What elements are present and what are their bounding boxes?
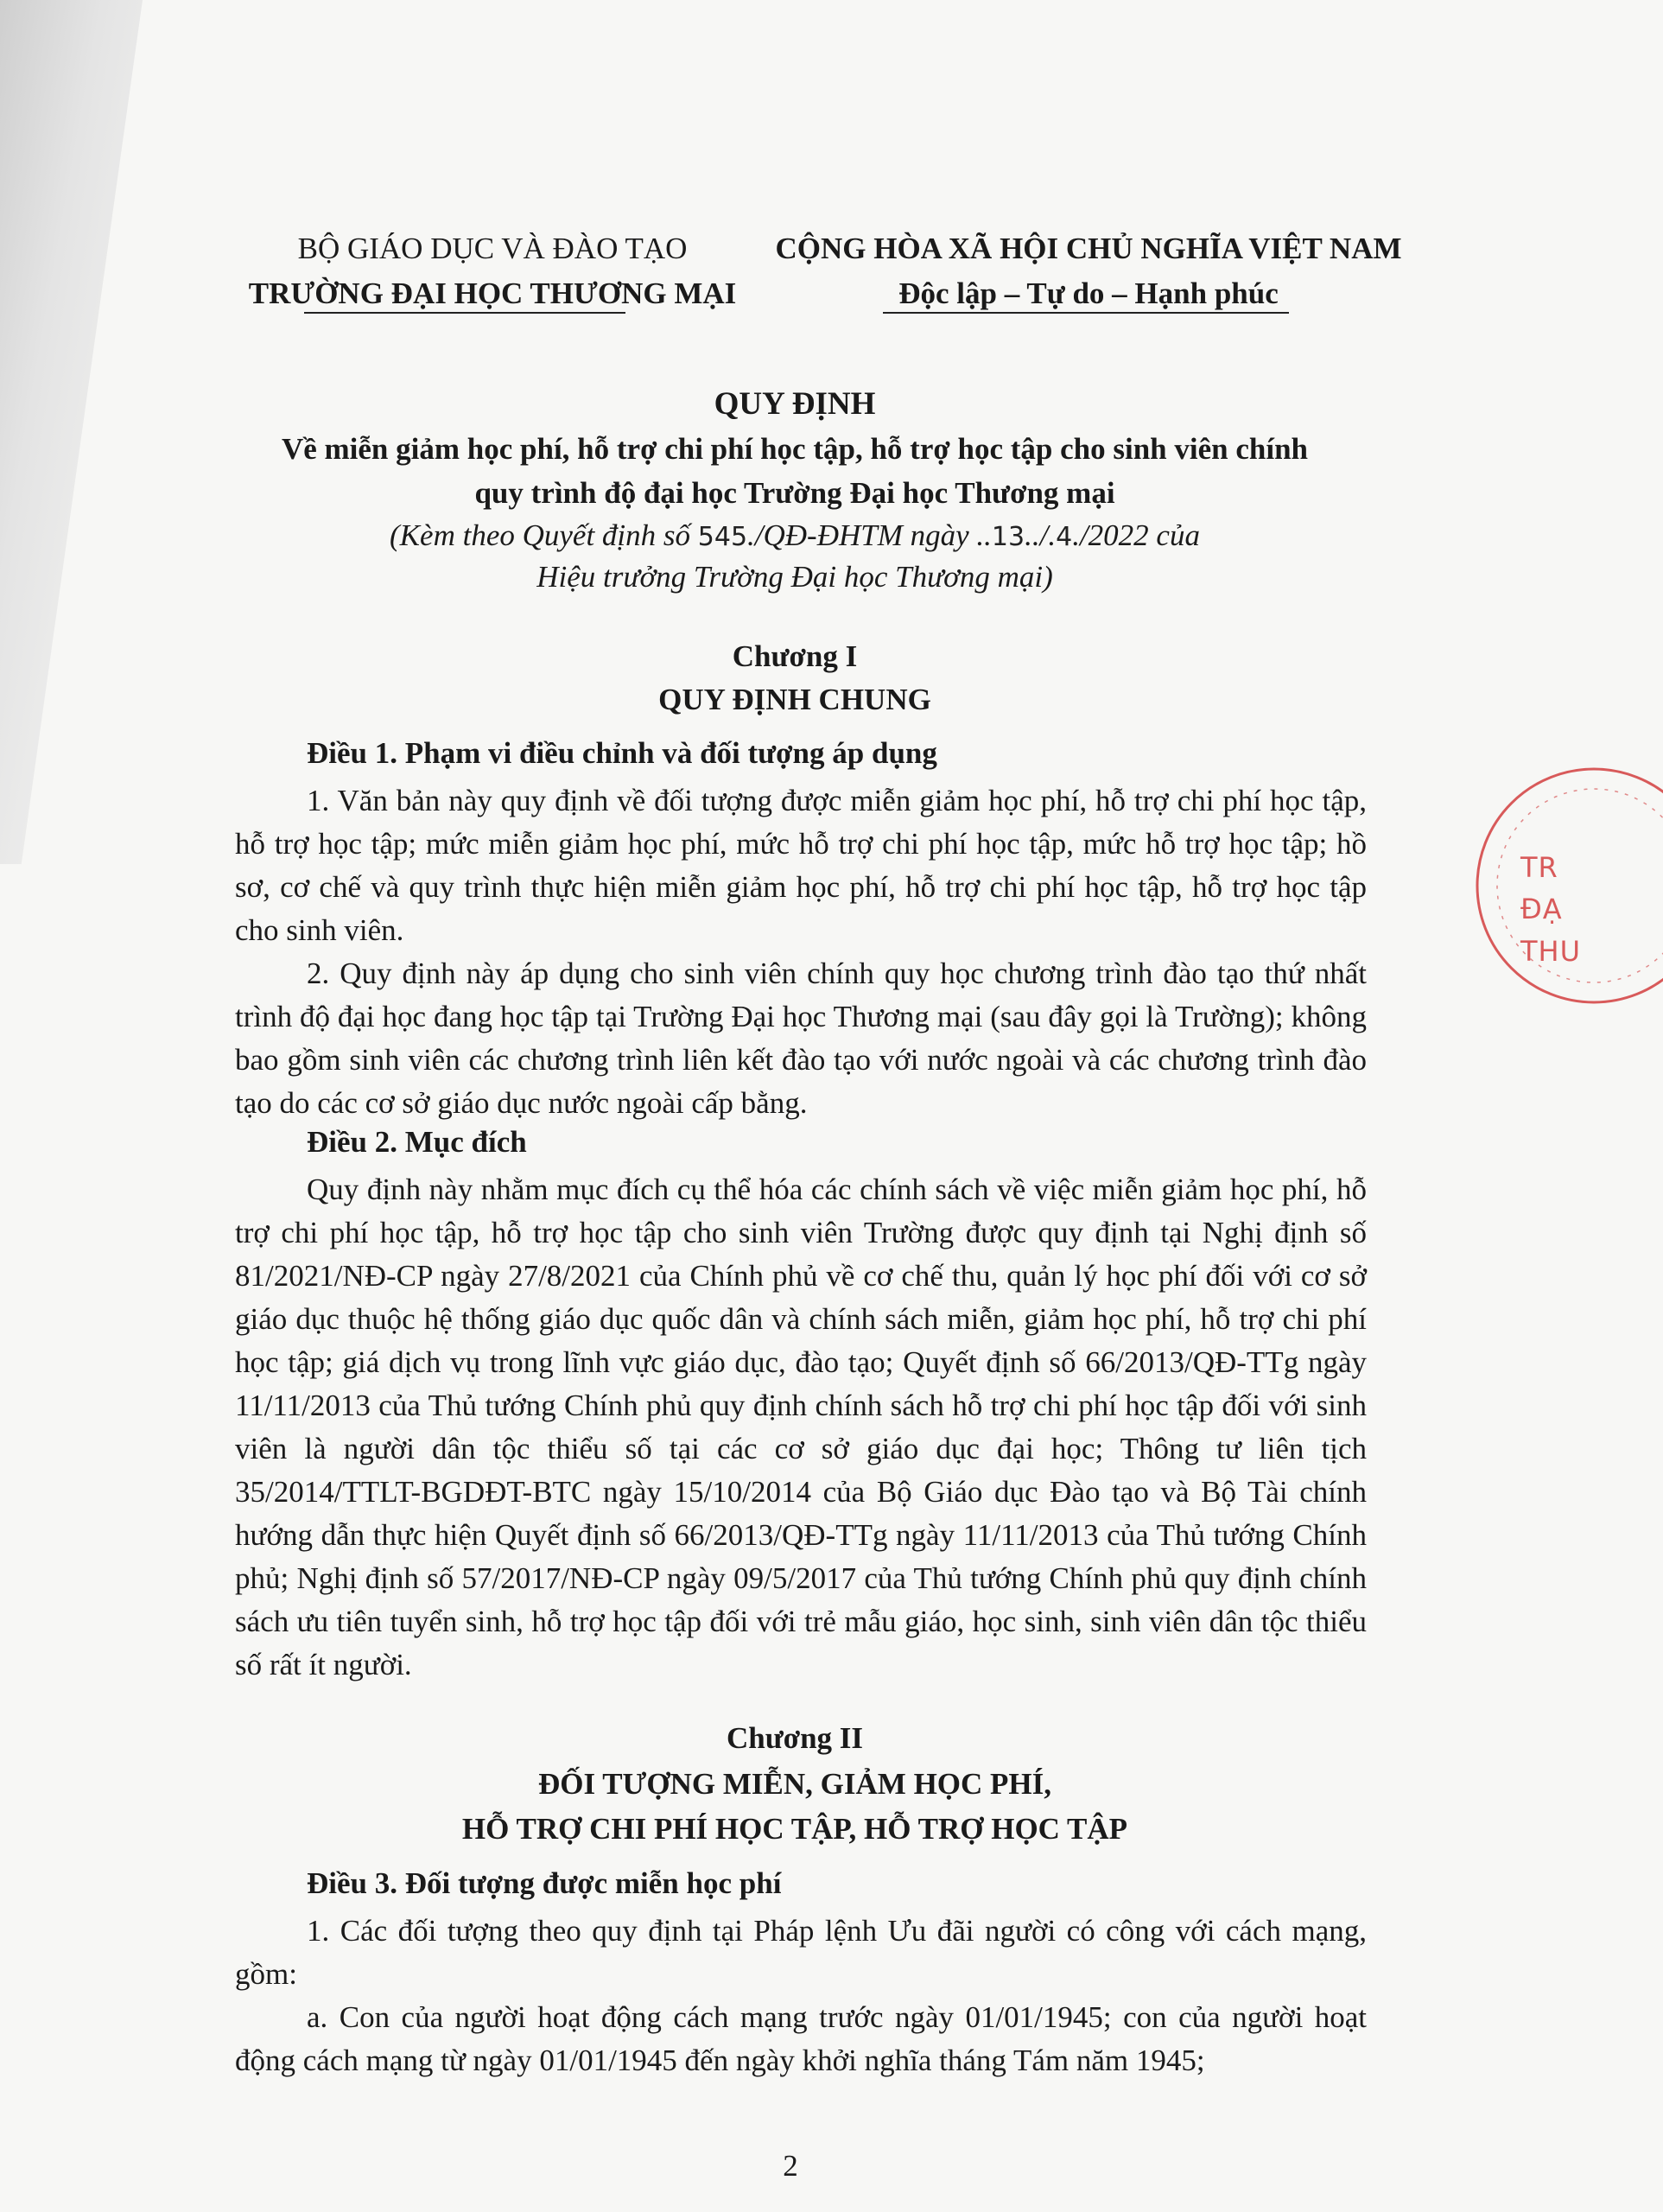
- stamp-text-line1: TR: [1520, 851, 1558, 884]
- document-subtitle-line2: quy trình độ đại học Trường Đại học Thương mại: [474, 476, 1115, 510]
- article1-paragraph2: 2. Quy định này áp dụng cho sinh viên chính quy học chương trình đào tạo thứ nhất trình độ đại học đang học tập tại Trường Đại học Thương mại (sau đây gọi là Trường); không bao gồm sinh viên các chương trình liên kết đào tạo với nước ngoài và các chương trình đào tạo do các cơ sở giáo dục nước ngoài cấp bằng.: [235, 957, 1367, 1120]
- stamp-text-line2: ĐẠ: [1520, 893, 1563, 925]
- article2-paragraph1: Quy định này nhằm mục đích cụ thể hóa các chính sách về việc miễn giảm học phí, hỗ trợ chi phí học tập, hỗ trợ học tập cho sinh viên Trường được quy định tại Nghị định số 81/2021/NĐ-CP ngày 27/8/2021 của Chính phủ về cơ chế thu, quản lý học phí đối với cơ sở giáo dục thuộc hệ thống giáo dục quốc dân và chính sách miễn, giảm học phí, hỗ trợ chi phí học tập; giá dịch vụ trong lĩnh vực giáo dục, đào tạo; Quyết định số 66/2013/QĐ-TTg ngày 11/11/2013 của Thủ tướng Chính phủ quy định chính sách hỗ trợ chi phí học tập đối với sinh viên là người dân tộc thiểu số tại các cơ sở giáo dục đại học; Thông tư liên tịch 35/2014/TTLT-BGDĐT-BTC ngày 15/10/2014 của Bộ Giáo dục Đào tạo và Bộ Tài chính hướng dẫn thực hiện Quyết định số 66/2013/QĐ-TTg ngày 11/11/2013 của Thủ tướng Chính phủ; Nghị định số 57/2017/NĐ-CP ngày 09/5/2017 của Thủ tướng Chính phủ quy định chính sách ưu tiên tuyển sinh, hỗ trợ học tập đối với trẻ mẫu giáo, học sinh, sinh viên dân tộc thiểu số rất ít người.: [235, 1173, 1367, 1681]
- country-name: CỘNG HÒA XÃ HỘI CHỦ NGHĨA VIỆT NAM: [775, 232, 1402, 265]
- attach-prefix: (Kèm theo Quyết định số: [390, 518, 698, 552]
- stamp-text-line3: THU: [1520, 935, 1582, 968]
- chapter1-title: QUY ĐỊNH CHUNG: [658, 683, 931, 716]
- article3-paragraph1: 1. Các đối tượng theo quy định tại Pháp lệnh Ưu đãi người có công với cách mạng, gồm:: [235, 1914, 1367, 1991]
- decision-month-handwritten: 4: [1056, 522, 1073, 552]
- chapter2-label: Chương II: [726, 1721, 864, 1755]
- attachment-note-line1: [199, 518, 1391, 553]
- document-subtitle-line1: Về miễn giảm học phí, hỗ trợ chi phí học tập, hỗ trợ học tập cho sinh viên chính: [281, 432, 1309, 466]
- attach-sep: ../.: [1025, 518, 1057, 552]
- article1-paragraph1: 1. Văn bản này quy định về đối tượng được miễn giảm học phí, hỗ trợ chi phí học tập, hỗ trợ học tập; mức miễn giảm học phí, mức hỗ trợ chi phí học tập, mức hỗ trợ học tập; hồ sơ, cơ chế và quy trình thực hiện miễn giảm học phí, hỗ trợ chi phí học tập, hỗ trợ học tập cho sinh viên.: [235, 784, 1367, 947]
- scan-edge-shadow: [0, 0, 143, 864]
- decision-day-handwritten: 13: [991, 522, 1025, 552]
- page-number: 2: [783, 2149, 798, 2183]
- attach-middle: ./QĐ-ĐHTM ngày ..: [747, 518, 992, 552]
- chapter2-title-line2: HỖ TRỢ CHI PHÍ HỌC TẬP, HỖ TRỢ HỌC TẬP: [461, 1812, 1128, 1846]
- decision-number-handwritten: 545: [697, 522, 748, 552]
- article3-heading: Điều 3. Đối tượng được miễn học phí: [307, 1866, 782, 1900]
- chapter2-title-line1: ĐỐI TƯỢNG MIỄN, GIẢM HỌC PHÍ,: [537, 1767, 1052, 1801]
- article2-heading: Điều 2. Mục đích: [307, 1125, 527, 1159]
- motto-underline: [883, 312, 1289, 314]
- official-stamp-icon: [1430, 760, 1663, 1011]
- article1-heading: Điều 1. Phạm vi điều chỉnh và đối tượng áp dụng: [307, 736, 937, 770]
- university-name: TRƯỜNG ĐẠI HỌC THƯƠNG MẠI: [248, 276, 737, 310]
- header-left: [220, 226, 765, 316]
- document-title: QUY ĐỊNH: [714, 386, 876, 422]
- article3-item-a: a. Con của người hoạt động cách mạng trước ngày 01/01/1945; con của người hoạt động cách mạng từ ngày 01/01/1945 đến ngày khởi nghĩa tháng Tám năm 1945;: [235, 2000, 1367, 2077]
- university-underline: [304, 312, 625, 314]
- attachment-note-line2: Hiệu trưởng Trường Đại học Thương mại): [536, 560, 1053, 594]
- header-right: [760, 226, 1417, 316]
- attach-suffix: ./2022 của: [1072, 518, 1200, 552]
- national-motto: Độc lập – Tự do – Hạnh phúc: [898, 276, 1279, 310]
- chapter1-label: Chương I: [732, 639, 858, 673]
- ministry-name: BỘ GIÁO DỤC VÀ ĐÀO TẠO: [297, 232, 688, 265]
